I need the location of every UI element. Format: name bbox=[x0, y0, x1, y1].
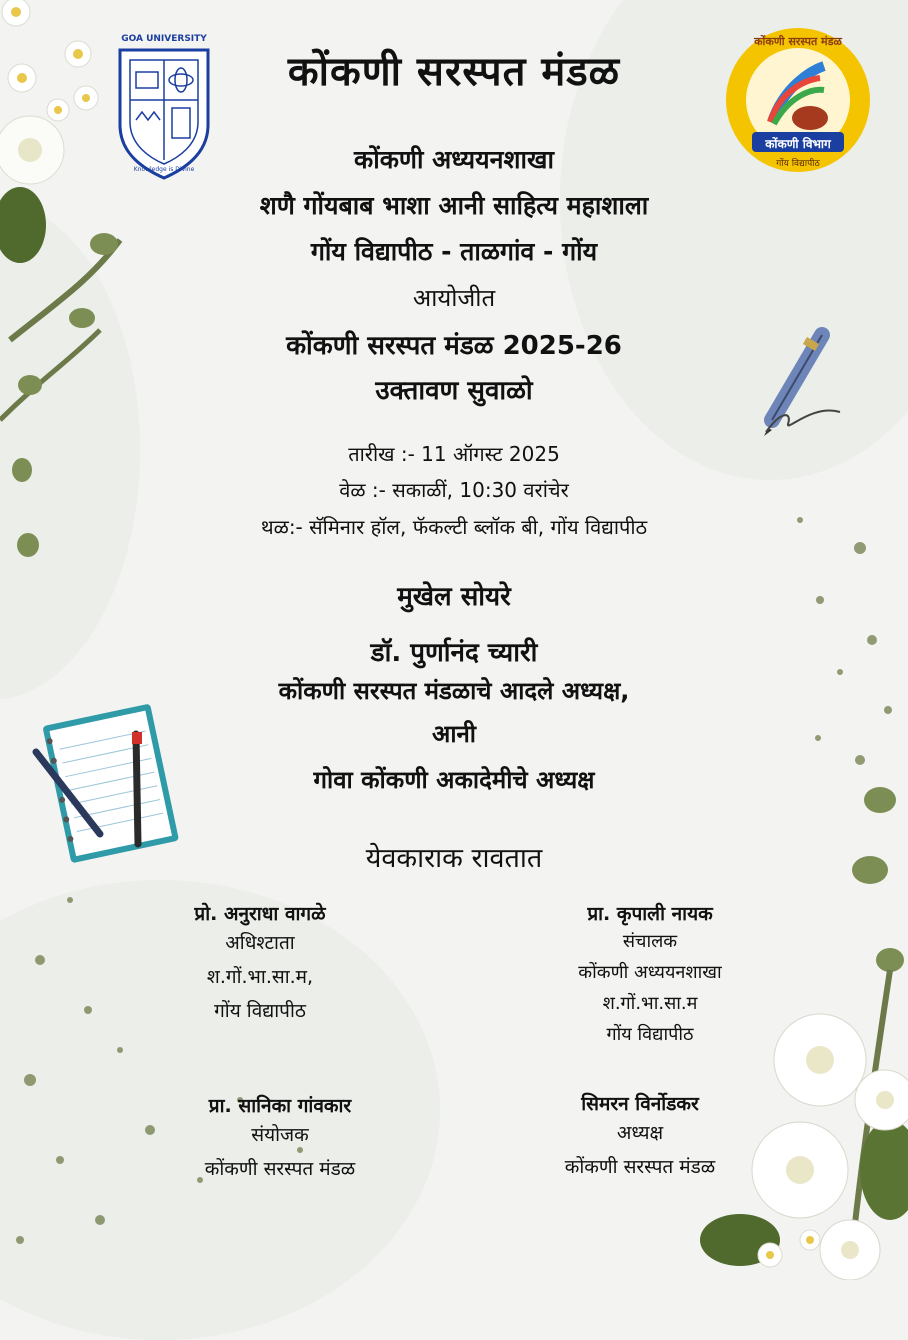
chief-guest-role-1: कोंकणी सरस्पत मंडळाचे आदले अध्यक्ष, bbox=[278, 677, 630, 705]
host-card bbox=[130, 900, 390, 1028]
host-name: प्रा. सानिका गांवकार bbox=[208, 1095, 352, 1117]
organizer-school: शणै गोंयबाब भाशा आनी साहित्य महाशाला bbox=[259, 191, 649, 220]
event-venue: थळ:- सॅमिनार हॉल, फॅकल्टी ब्लॉक बी, गोंय विद्यापीठ bbox=[260, 515, 648, 539]
host-line: गोंय विद्यापीठ bbox=[606, 1024, 694, 1045]
host-name: प्रो. अनुराधा वागळे bbox=[194, 903, 326, 925]
host-line: श.गों.भा.सा.म bbox=[602, 993, 698, 1014]
logo-band-text: कोंकणी विभाग bbox=[765, 137, 831, 151]
host-name: सिमरन विर्नोडकर bbox=[581, 1093, 699, 1115]
host-card bbox=[520, 900, 780, 1050]
host-line: अध्यक्ष bbox=[616, 1122, 664, 1144]
chief-guest-conj: आनी bbox=[431, 720, 477, 748]
logo-ring-text: कोंकणी सरस्पत मंडळ bbox=[754, 35, 842, 48]
host-line: संचालक bbox=[622, 931, 678, 952]
logo-university-name: GOA UNIVERSITY bbox=[121, 34, 207, 44]
event-name: कोंकणी सरस्पत मंडळ 2025-26 bbox=[286, 331, 622, 361]
host-card bbox=[150, 1092, 410, 1186]
page-title: कोंकणी सरस्पत मंडळ bbox=[287, 49, 621, 95]
logo-motto: Knowledge is Divine bbox=[133, 166, 195, 173]
event-type: उक्तावण सुवाळो bbox=[375, 376, 533, 406]
welcome-heading: येवकाराक रावतात bbox=[365, 843, 543, 874]
host-line: गोंय विद्यापीठ bbox=[214, 1000, 306, 1022]
organized-by: आयोजीत bbox=[412, 284, 496, 312]
host-line: श.गों.भा.सा.म, bbox=[206, 966, 314, 988]
event-date: तारीख :- 11 ऑगस्ट 2025 bbox=[348, 442, 560, 466]
chief-guest-heading: मुखेल सोयरे bbox=[397, 582, 511, 612]
host-card bbox=[510, 1090, 770, 1184]
host-line: कोंकणी सरस्पत मंडळ bbox=[564, 1156, 716, 1178]
organizer-dept: कोंकणी अध्ययनशाखा bbox=[354, 145, 554, 174]
host-name: प्रा. कृपाली नायक bbox=[587, 903, 713, 925]
host-line: कोंकणी सरस्पत मंडळ bbox=[204, 1158, 356, 1180]
host-line: अधिश्टाता bbox=[225, 932, 295, 954]
organizer-university: गोंय विद्यापीठ - ताळगांव - गोंय bbox=[310, 237, 598, 266]
logo-bottom-text: गोंय विद्यापीठ bbox=[776, 159, 820, 169]
event-time: वेळ :- सकाळीं, 10:30 वरांचेर bbox=[339, 478, 569, 502]
chief-guest-name: डॉ. पुर्णानंद च्यारी bbox=[370, 638, 538, 668]
host-line: संयोजक bbox=[251, 1124, 309, 1146]
host-line: कोंकणी अध्ययनशाखा bbox=[578, 962, 722, 983]
chief-guest-role-2: गोवा कोंकणी अकादेमीचे अध्यक्ष bbox=[313, 766, 595, 794]
